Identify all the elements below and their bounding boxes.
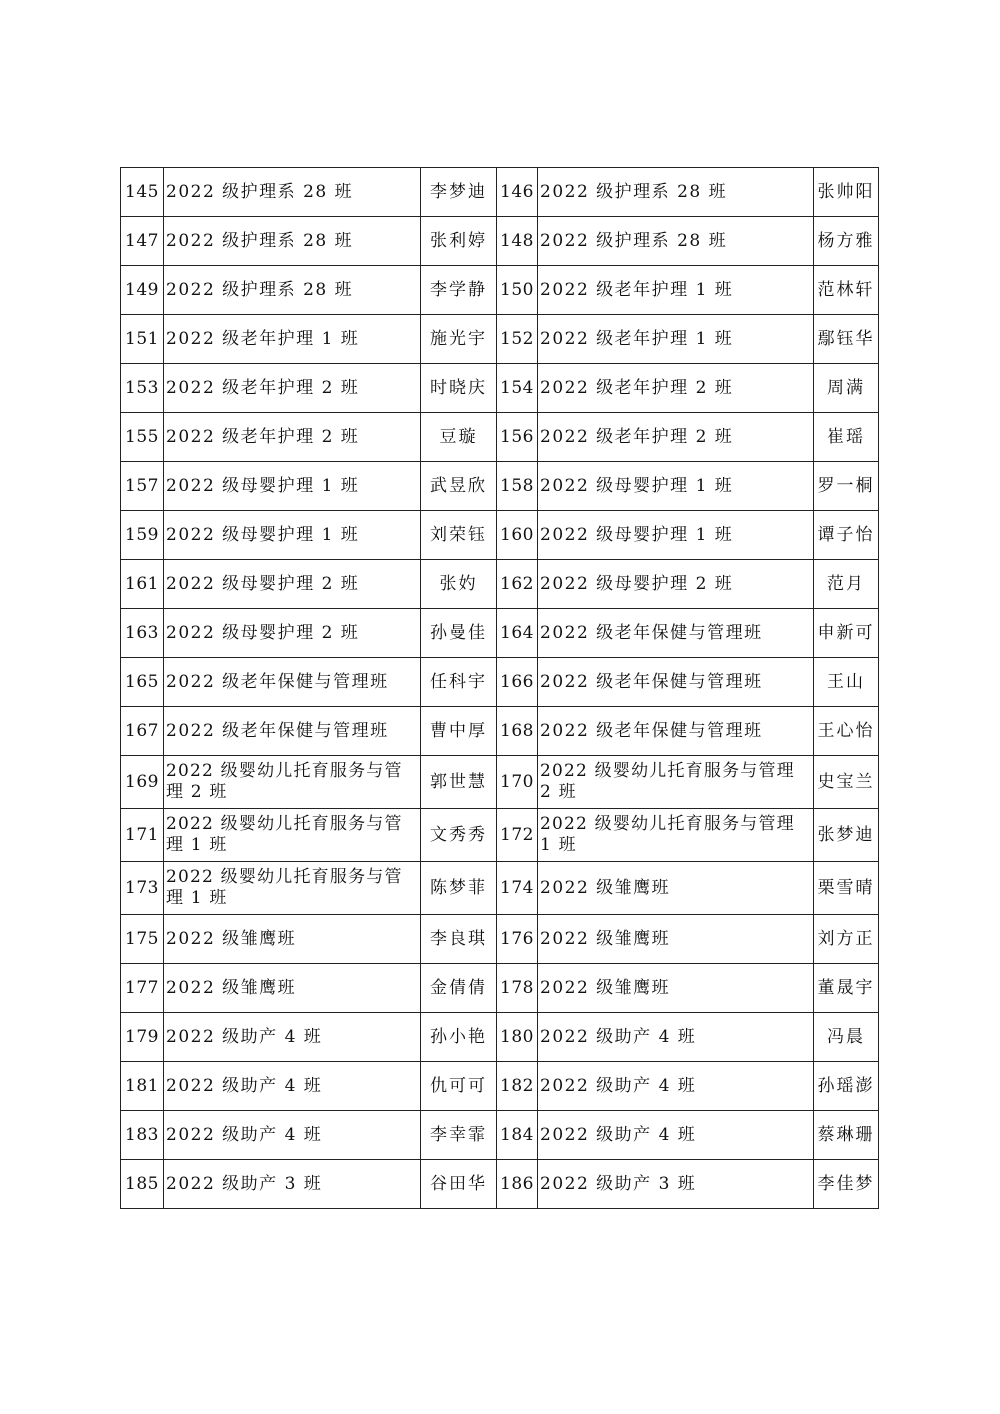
table-row — [121, 168, 879, 217]
entry-name: 李良琪 — [421, 915, 497, 964]
entry-class: 2022 级母婴护理 2 班 — [164, 560, 421, 609]
entry-class: 2022 级雏鹰班 — [164, 964, 421, 1013]
entry-number: 173 — [121, 862, 164, 915]
table-row — [121, 809, 879, 862]
entry-number: 155 — [121, 413, 164, 462]
entry-class: 2022 级老年护理 2 班 — [164, 413, 421, 462]
entry-number: 158 — [497, 462, 538, 511]
entry-class: 2022 级护理系 28 班 — [164, 168, 421, 217]
entry-name: 范月 — [814, 560, 879, 609]
entry-class: 2022 级老年护理 1 班 — [538, 315, 814, 364]
entry-number: 166 — [497, 658, 538, 707]
table-row — [121, 862, 879, 915]
entry-name: 冯晨 — [814, 1013, 879, 1062]
entry-name: 曹中厚 — [421, 707, 497, 756]
entry-class: 2022 级护理系 28 班 — [538, 168, 814, 217]
entry-class: 2022 级助产 4 班 — [538, 1111, 814, 1160]
entry-class: 2022 级雏鹰班 — [538, 964, 814, 1013]
entry-number: 168 — [497, 707, 538, 756]
entry-number: 156 — [497, 413, 538, 462]
entry-number: 161 — [121, 560, 164, 609]
entry-number: 174 — [497, 862, 538, 915]
roster-table — [120, 167, 879, 1209]
entry-number: 171 — [121, 809, 164, 862]
entry-name: 栗雪晴 — [814, 862, 879, 915]
entry-class: 2022 级老年护理 1 班 — [164, 315, 421, 364]
entry-class: 2022 级母婴护理 1 班 — [538, 511, 814, 560]
entry-name: 郭世慧 — [421, 756, 497, 809]
table-row — [121, 364, 879, 413]
entry-name: 张梦迪 — [814, 809, 879, 862]
entry-number: 164 — [497, 609, 538, 658]
entry-name: 武昱欣 — [421, 462, 497, 511]
entry-number: 183 — [121, 1111, 164, 1160]
entry-name: 崔瑶 — [814, 413, 879, 462]
table-row — [121, 1062, 879, 1111]
entry-class: 2022 级老年保健与管理班 — [164, 658, 421, 707]
entry-number: 165 — [121, 658, 164, 707]
entry-number: 178 — [497, 964, 538, 1013]
entry-name: 任科宇 — [421, 658, 497, 707]
entry-number: 177 — [121, 964, 164, 1013]
entry-name: 刘方正 — [814, 915, 879, 964]
entry-number: 184 — [497, 1111, 538, 1160]
entry-name: 刘荣钰 — [421, 511, 497, 560]
entry-number: 152 — [497, 315, 538, 364]
entry-class: 2022 级助产 4 班 — [538, 1013, 814, 1062]
entry-class: 2022 级助产 3 班 — [164, 1160, 421, 1209]
entry-class: 2022 级老年护理 2 班 — [538, 413, 814, 462]
entry-name: 谷田华 — [421, 1160, 497, 1209]
entry-class: 2022 级护理系 28 班 — [164, 266, 421, 315]
entry-class: 2022 级助产 4 班 — [164, 1111, 421, 1160]
entry-name: 豆璇 — [421, 413, 497, 462]
entry-number: 157 — [121, 462, 164, 511]
entry-number: 150 — [497, 266, 538, 315]
entry-number: 162 — [497, 560, 538, 609]
entry-name: 王心怡 — [814, 707, 879, 756]
entry-name: 金倩倩 — [421, 964, 497, 1013]
entry-number: 146 — [497, 168, 538, 217]
entry-name: 周满 — [814, 364, 879, 413]
entry-number: 175 — [121, 915, 164, 964]
entry-class: 2022 级老年保健与管理班 — [538, 707, 814, 756]
entry-class: 2022 级助产 4 班 — [164, 1013, 421, 1062]
entry-name: 李梦迪 — [421, 168, 497, 217]
table-row — [121, 964, 879, 1013]
table-row — [121, 217, 879, 266]
entry-number: 163 — [121, 609, 164, 658]
entry-number: 170 — [497, 756, 538, 809]
entry-class: 2022 级母婴护理 2 班 — [538, 560, 814, 609]
entry-number: 172 — [497, 809, 538, 862]
entry-name: 王山 — [814, 658, 879, 707]
entry-name: 文秀秀 — [421, 809, 497, 862]
entry-class: 2022 级老年保健与管理班 — [538, 658, 814, 707]
entry-number: 145 — [121, 168, 164, 217]
entry-number: 160 — [497, 511, 538, 560]
entry-number: 180 — [497, 1013, 538, 1062]
entry-class: 2022 级老年护理 1 班 — [538, 266, 814, 315]
entry-class: 2022 级母婴护理 1 班 — [164, 511, 421, 560]
entry-class: 2022 级助产 4 班 — [164, 1062, 421, 1111]
entry-number: 185 — [121, 1160, 164, 1209]
entry-number: 186 — [497, 1160, 538, 1209]
entry-class: 2022 级助产 4 班 — [538, 1062, 814, 1111]
table-row — [121, 462, 879, 511]
entry-number: 148 — [497, 217, 538, 266]
entry-name: 董晟宇 — [814, 964, 879, 1013]
entry-name: 李佳梦 — [814, 1160, 879, 1209]
entry-name: 孙瑶澎 — [814, 1062, 879, 1111]
entry-class: 2022 级老年保健与管理班 — [164, 707, 421, 756]
entry-number: 167 — [121, 707, 164, 756]
entry-class: 2022 级老年护理 2 班 — [538, 364, 814, 413]
entry-name: 李学静 — [421, 266, 497, 315]
entry-number: 179 — [121, 1013, 164, 1062]
entry-name: 史宝兰 — [814, 756, 879, 809]
table-row — [121, 315, 879, 364]
entry-name: 范林轩 — [814, 266, 879, 315]
entry-name: 孙曼佳 — [421, 609, 497, 658]
entry-class: 2022 级老年护理 2 班 — [164, 364, 421, 413]
entry-number: 151 — [121, 315, 164, 364]
roster-body — [121, 168, 879, 1209]
entry-name: 陈梦菲 — [421, 862, 497, 915]
entry-number: 153 — [121, 364, 164, 413]
entry-number: 149 — [121, 266, 164, 315]
entry-name: 仇可可 — [421, 1062, 497, 1111]
entry-number: 181 — [121, 1062, 164, 1111]
entry-class: 2022 级护理系 28 班 — [538, 217, 814, 266]
entry-class: 2022 级母婴护理 1 班 — [164, 462, 421, 511]
entry-class: 2022 级老年保健与管理班 — [538, 609, 814, 658]
entry-name: 谭子怡 — [814, 511, 879, 560]
entry-name: 张妁 — [421, 560, 497, 609]
table-row — [121, 756, 879, 809]
table-row — [121, 915, 879, 964]
entry-number: 154 — [497, 364, 538, 413]
entry-class: 2022 级母婴护理 1 班 — [538, 462, 814, 511]
entry-name: 李幸霏 — [421, 1111, 497, 1160]
entry-number: 147 — [121, 217, 164, 266]
entry-name: 罗一桐 — [814, 462, 879, 511]
table-row — [121, 560, 879, 609]
table-row — [121, 511, 879, 560]
entry-class: 2022 级护理系 28 班 — [164, 217, 421, 266]
entry-name: 时晓庆 — [421, 364, 497, 413]
entry-name: 施光宇 — [421, 315, 497, 364]
entry-name: 张利婷 — [421, 217, 497, 266]
entry-name: 孙小艳 — [421, 1013, 497, 1062]
table-row — [121, 658, 879, 707]
entry-class: 2022 级雏鹰班 — [538, 915, 814, 964]
table-row — [121, 609, 879, 658]
entry-class: 2022 级母婴护理 2 班 — [164, 609, 421, 658]
table-row — [121, 707, 879, 756]
table-row — [121, 1111, 879, 1160]
entry-name: 申新可 — [814, 609, 879, 658]
table-row — [121, 1013, 879, 1062]
entry-class: 2022 级助产 3 班 — [538, 1160, 814, 1209]
entry-number: 159 — [121, 511, 164, 560]
entry-name: 鄢钰华 — [814, 315, 879, 364]
entry-class: 2022 级雏鹰班 — [538, 862, 814, 915]
entry-class: 2022 级婴幼儿托育服务与管理 1 班 — [164, 809, 421, 862]
entry-name: 蔡琳珊 — [814, 1111, 879, 1160]
table-row — [121, 266, 879, 315]
entry-class: 2022 级婴幼儿托育服务与管理 1 班 — [538, 809, 814, 862]
entry-name: 杨方雅 — [814, 217, 879, 266]
entry-class: 2022 级婴幼儿托育服务与管理 2 班 — [164, 756, 421, 809]
entry-class: 2022 级婴幼儿托育服务与管理 1 班 — [164, 862, 421, 915]
entry-class: 2022 级雏鹰班 — [164, 915, 421, 964]
entry-number: 169 — [121, 756, 164, 809]
entry-name: 张帅阳 — [814, 168, 879, 217]
table-row — [121, 1160, 879, 1209]
entry-class: 2022 级婴幼儿托育服务与管理 2 班 — [538, 756, 814, 809]
entry-number: 176 — [497, 915, 538, 964]
table-row — [121, 413, 879, 462]
entry-number: 182 — [497, 1062, 538, 1111]
